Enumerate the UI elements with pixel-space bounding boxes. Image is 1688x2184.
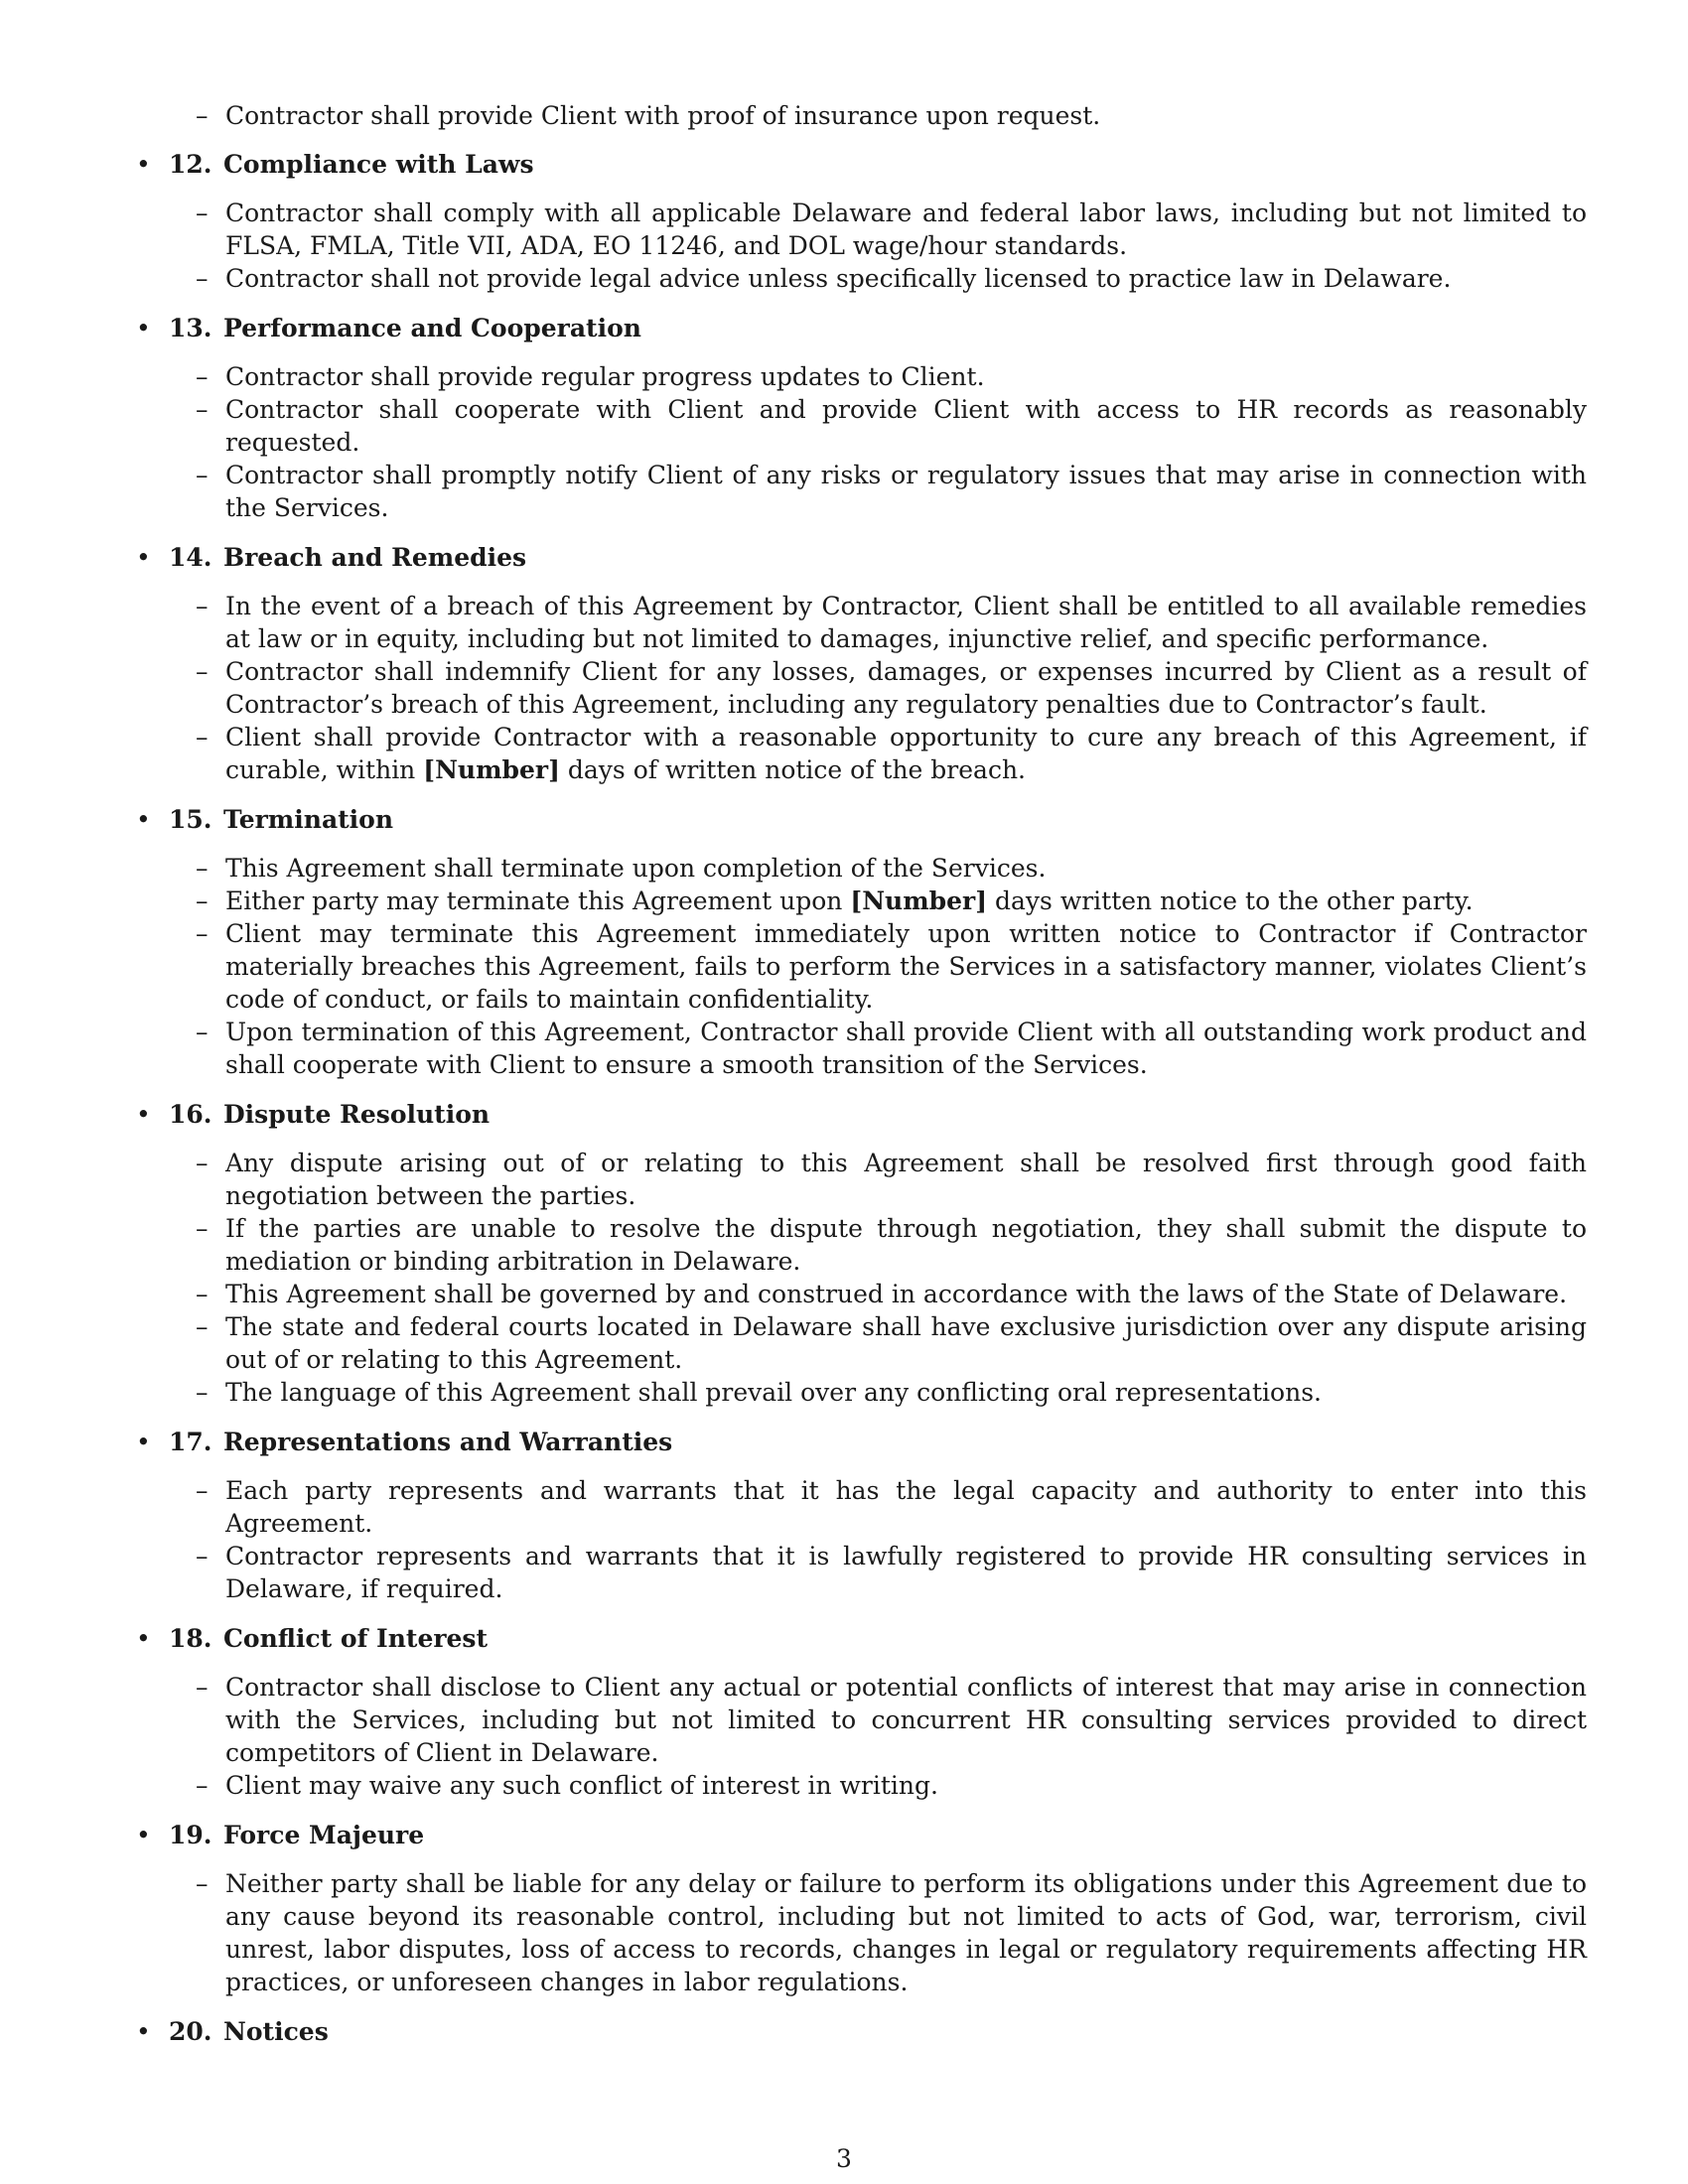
clause-item (225, 721, 1587, 786)
clause-item: – This Agreement shall terminate upon completion of the Services. (225, 852, 1587, 885)
section-13 (134, 312, 1587, 524)
bullet-icon: • (136, 1821, 151, 1849)
clause-item: – Contractor shall comply with all applicable Delaware and federal labor laws, including but not limited to FLSA, FMLA, Title VII, ADA, EO 11246, and DOL wage/hour standards. (225, 197, 1587, 262)
clause-text: Client shall provide Contractor with a reasonable opportunity to cure any breach of this Agreement, if curable, within (225, 723, 1587, 784)
section-16 (134, 1098, 1587, 1409)
clause-item: – Client may terminate this Agreement immediately upon written notice to Contractor if Contractor materially breaches this Agreement, fails to perform the Services in a satisfactory manner, violates Client’s code of conduct, or fails to maintain confidentiality. (225, 917, 1587, 1016)
section-title: Force Majeure (223, 1821, 425, 1849)
clause-text: days of written notice of the breach. (559, 755, 1027, 784)
bullet-icon: • (136, 1624, 151, 1653)
section-heading (134, 2015, 1587, 2048)
section-clause-list (134, 852, 1587, 1081)
clause-item: – Neither party shall be liable for any delay or failure to perform its obligations under this Agreement due to any cause beyond its reasonable control, including but not limited to acts of God, war, terrorism, civil unrest, labor disputes, loss of access to records, changes in legal or regulatory requirements affecting HR practices, or unforeseen changes in labor regulations. (225, 1867, 1587, 1998)
clause-item: – Contractor shall indemnify Client for any losses, damages, or expenses incurred by Client as a result of Contractor’s breach of this Agreement, including any regulatory penalties due to Contractor’s fault. (225, 655, 1587, 721)
section-number: 20. (169, 2017, 212, 2046)
section-heading (134, 803, 1587, 836)
agreement-sections (134, 148, 1587, 2048)
section-title: Breach and Remedies (223, 543, 527, 572)
clause-item: – Any dispute arising out of or relating to this Agreement shall be resolved first through good faith negotiation between the parties. (225, 1147, 1587, 1212)
clause-item: – The language of this Agreement shall prevail over any conflicting oral representations. (225, 1376, 1587, 1409)
section-12 (134, 148, 1587, 295)
section-number: 12. (169, 150, 212, 179)
clause-item: – Upon termination of this Agreement, Contractor shall provide Client with all outstanding work product and shall cooperate with Client to ensure a smooth transition of the Services. (225, 1016, 1587, 1081)
clause-item: – In the event of a breach of this Agreement by Contractor, Client shall be entitled to all available remedies at law or in equity, including but not limited to damages, injunctive relief, and specific performance. (225, 590, 1587, 655)
section-heading (134, 1098, 1587, 1131)
bullet-icon: • (136, 1428, 151, 1456)
clause-item: – Contractor shall promptly notify Client of any risks or regulatory issues that may arise in connection with the Services. (225, 459, 1587, 524)
section-clause-list (134, 197, 1587, 295)
section-14 (134, 541, 1587, 786)
clause-item: – Contractor shall disclose to Client any actual or potential conflicts of interest that may arise in connection with the Services, including but not limited to concurrent HR consulting services provided to direct competitors of Client in Delaware. (225, 1671, 1587, 1769)
clause-item: – Contractor shall not provide legal advice unless specifically licensed to practice law in Delaware. (225, 262, 1587, 295)
section-number: 14. (169, 543, 212, 572)
section-title: Dispute Resolution (223, 1100, 491, 1129)
clause-item: – Contractor shall provide regular progress updates to Client. (225, 360, 1587, 393)
section-title: Compliance with Laws (223, 150, 534, 179)
clause-text: Either party may terminate this Agreement upon (225, 887, 851, 915)
clause-item: – The state and federal courts located in Delaware shall have exclusive jurisdiction over any dispute arising out of or relating to this Agreement. (225, 1310, 1587, 1376)
clause-text: days written notice to the other party. (987, 887, 1474, 915)
placeholder-blank: [Number] (423, 755, 560, 784)
clause-item: – Contractor represents and warrants that it is lawfully registered to provide HR consulting services in Delaware, if required. (225, 1540, 1587, 1605)
bullet-icon: • (136, 150, 151, 179)
section-number: 19. (169, 1821, 212, 1849)
clause-item: – If the parties are unable to resolve the dispute through negotiation, they shall submit the dispute to mediation or binding arbitration in Delaware. (225, 1212, 1587, 1278)
section-19 (134, 1819, 1587, 1998)
page-content (134, 99, 1587, 2065)
section-clause-list (134, 1474, 1587, 1605)
bullet-icon: • (136, 2017, 151, 2046)
section-number: 13. (169, 314, 212, 342)
section-heading (134, 1819, 1587, 1851)
section-number: 17. (169, 1428, 212, 1456)
bullet-icon: • (136, 543, 151, 572)
section-clause-list (134, 1867, 1587, 1998)
clause-item: – Contractor shall cooperate with Client and provide Client with access to HR records as reasonably requested. (225, 393, 1587, 459)
section-clause-list (134, 590, 1587, 786)
clause-item (225, 885, 1587, 917)
section-clause-list (134, 1671, 1587, 1802)
continued-clause-list (134, 99, 1587, 132)
section-title: Termination (223, 805, 394, 834)
section-number: 18. (169, 1624, 212, 1653)
bullet-icon: • (136, 1100, 151, 1129)
section-number: 16. (169, 1100, 212, 1129)
section-15 (134, 803, 1587, 1081)
section-17 (134, 1426, 1587, 1605)
section-title: Representations and Warranties (223, 1428, 673, 1456)
section-title: Conflict of Interest (223, 1624, 489, 1653)
bullet-icon: • (136, 314, 151, 342)
page-number: 3 (836, 2144, 852, 2173)
clause-item: – This Agreement shall be governed by and construed in accordance with the laws of the State of Delaware. (225, 1278, 1587, 1310)
clause-item: – Client may waive any such conflict of interest in writing. (225, 1769, 1587, 1802)
placeholder-blank: [Number] (850, 887, 988, 915)
section-heading (134, 1426, 1587, 1458)
section-20 (134, 2015, 1587, 2048)
section-heading (134, 541, 1587, 574)
clause-item: – Contractor shall provide Client with proof of insurance upon request. (225, 99, 1587, 132)
bullet-icon: • (136, 805, 151, 834)
section-18 (134, 1622, 1587, 1802)
section-heading (134, 148, 1587, 181)
section-clause-list (134, 360, 1587, 524)
section-title: Performance and Cooperation (223, 314, 641, 342)
section-clause-list (134, 1147, 1587, 1409)
section-heading (134, 312, 1587, 344)
section-heading (134, 1622, 1587, 1655)
section-title: Notices (223, 2017, 329, 2046)
clause-item: – Each party represents and warrants that it has the legal capacity and authority to enter into this Agreement. (225, 1474, 1587, 1540)
section-number: 15. (169, 805, 212, 834)
